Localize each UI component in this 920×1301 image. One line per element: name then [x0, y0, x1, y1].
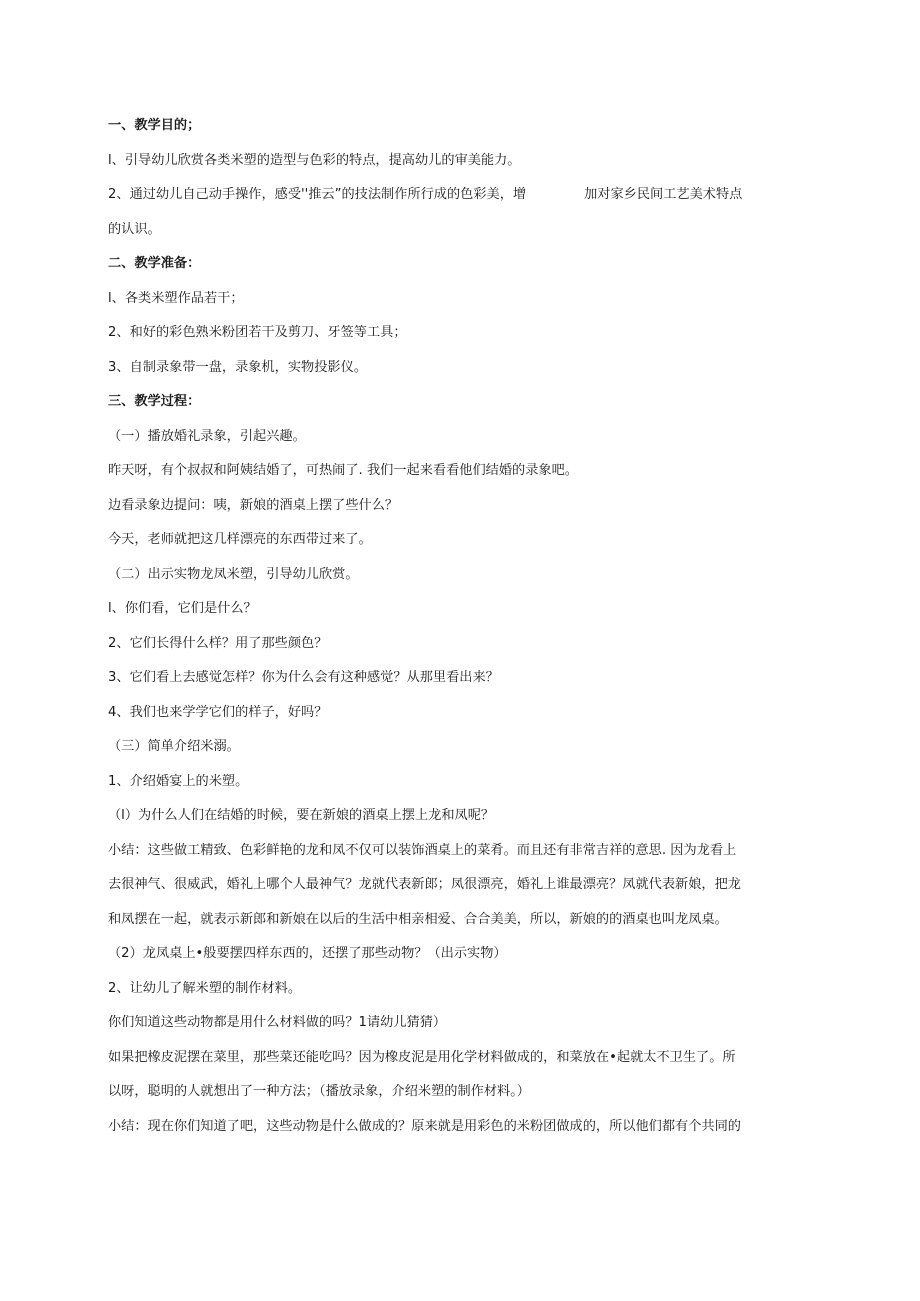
- paragraph-line: （一）播放婚礼录象，引起兴趣。: [108, 428, 306, 444]
- paragraph-line: 边看录象边提问：咦，新娘的酒桌上摆了些什么？: [108, 497, 399, 513]
- paragraph-line: 4、我们也来学学它们的样子，好吗？: [108, 704, 328, 720]
- paragraph-line: 如果把橡皮泥摆在菜里，那些菜还能吃吗？因为橡皮泥是用化学材料做成的，和菜放在•起就太不卫生了。所: [108, 1049, 736, 1065]
- paragraph-line: 以呀，聪明的人就想出了一种方法；（播放录象，介绍米塑的制作材料。）: [108, 1084, 530, 1099]
- paragraph-line: 3、自制录象带一盘，录象机，实物投影仪。: [108, 359, 367, 375]
- heading-teaching-process: 三、教学过程：: [108, 394, 201, 409]
- paragraph-line: 的认识。: [108, 221, 161, 237]
- heading-teaching-prep: 二、教学准备：: [108, 256, 201, 271]
- paragraph-line: 昨天呀，有个叔叔和阿姨结婚了，可热闹了. 我们一起来看看他们结婚的录象吧。: [108, 463, 578, 478]
- paragraph-line: 1、介绍婚宴上的米塑。: [108, 773, 249, 789]
- paragraph-line: l、引导幼儿欣赏各类米塑的造型与色彩的特点，提高幼儿的审美能力。: [108, 152, 521, 168]
- paragraph-line: 小结：现在你们知道了吧，这些动物是什么做成的？原来就是用彩色的米粉团做成的，所以他们都有个共同的: [108, 1118, 741, 1134]
- paragraph-line-part: 2、通过幼儿自己动手操作，感受''推云”的技法制作所行成的色彩美，增: [108, 187, 527, 202]
- paragraph-line: 3、它们看上去感觉怎样？你为什么会有这种感觉？从那里看出来？: [108, 670, 499, 685]
- paragraph-line: 和凤摆在一起，就表示新郎和新娘在以后的生活中相亲相爱、合合美美，所以，新娘的的酒桌也叫龙凤桌。: [108, 911, 728, 927]
- paragraph-line: 小结：这些做工精致、色彩鲜艳的龙和凤不仅可以装饰酒桌上的菜肴。而且还有非常吉祥的意思. 因为龙看上: [108, 842, 737, 858]
- paragraph-line: 今天，老师就把这几样漂亮的东西带过来了。: [108, 532, 372, 547]
- paragraph-line: （三）简单介绍米溺。: [108, 739, 240, 754]
- document-body: [108, 116, 788, 1151]
- paragraph-line: （2）龙凤桌上•般要摆四样东西的，还摆了那些动物？（出示实物）: [108, 946, 507, 961]
- paragraph-line: 去很神气、很威武，婚礼上哪个人最神气？龙就代表新郎；凤很漂亮，婚礼上谁最漂亮？凤就代表新娘，把龙: [108, 877, 741, 892]
- paragraph-line: [108, 185, 788, 220]
- paragraph-line: l、各类米塑作品若干；: [108, 290, 244, 306]
- paragraph-line: 2、让幼儿了解米塑的制作材料。: [108, 980, 302, 996]
- paragraph-line: （l）为什么人们在结婚的时候，要在新娘的酒桌上摆上龙和凤呢？: [108, 808, 495, 823]
- paragraph-line: 2、它们长得什么样？用了那些颜色？: [108, 635, 328, 651]
- paragraph-line: （二）出示实物龙凤米塑，引导幼儿欣赏。: [108, 566, 359, 582]
- paragraph-line: l、你们看，它们是什么？: [108, 601, 257, 616]
- paragraph-line: 你们知道这些动物都是用什么材料做的吗？1请幼儿猜猜）: [108, 1015, 447, 1030]
- heading-teaching-goals: 一、教学目的；: [108, 118, 201, 133]
- paragraph-line-part: 加对家乡民间工艺美术特点: [584, 187, 743, 202]
- paragraph-line: 2、和好的彩色熟米粉团若干及剪刀、牙签等工具；: [108, 325, 407, 340]
